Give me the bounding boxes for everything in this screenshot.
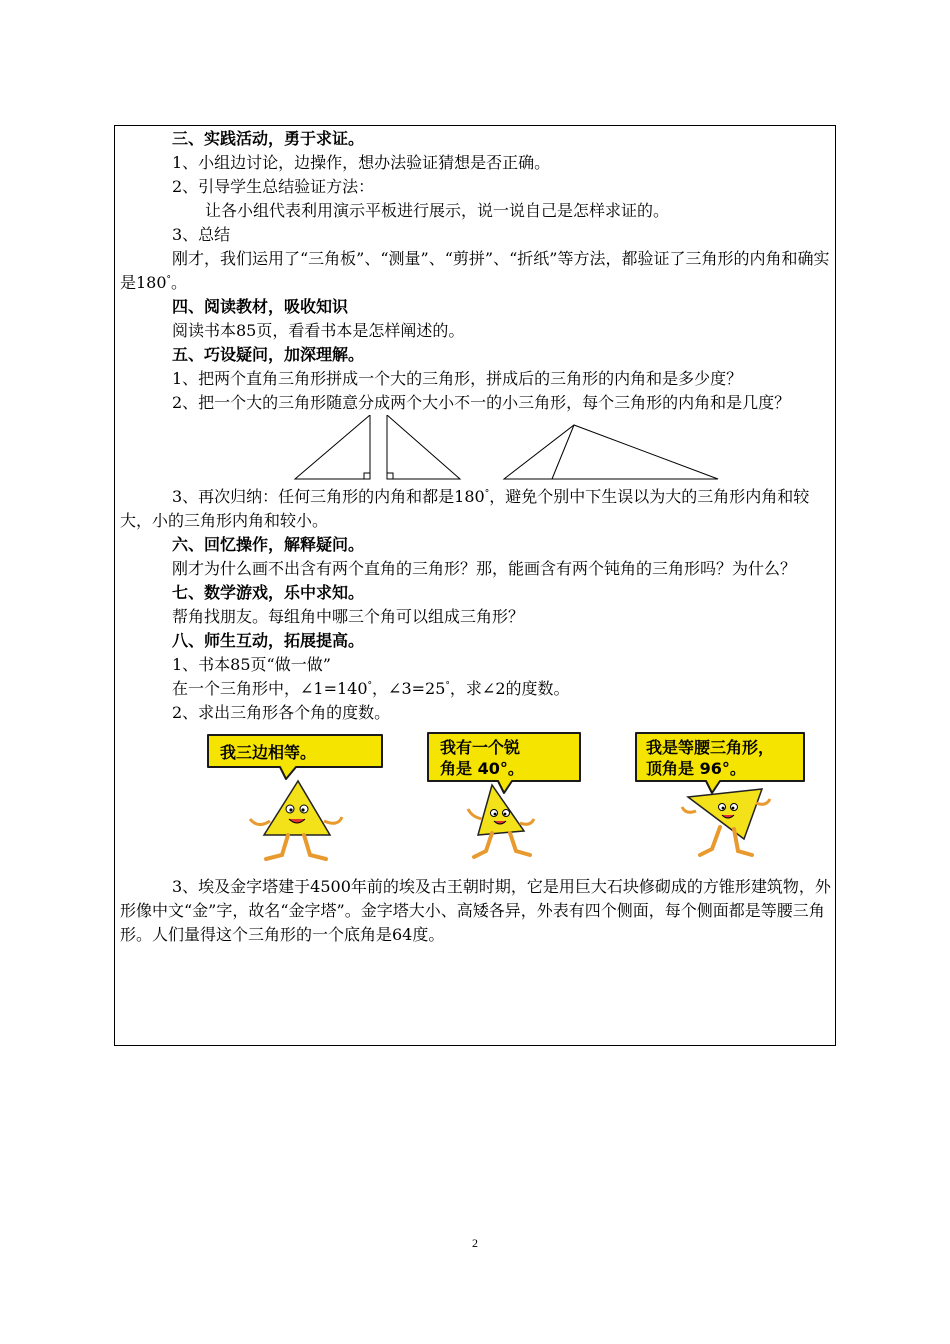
- triangle-character-3: [688, 789, 762, 839]
- section-3-item-1: 1、小组边讨论，边操作，想办法验证猜想是否正确。: [172, 153, 551, 172]
- problem-text-c: ，求∠2的度数。: [449, 679, 570, 698]
- problem-text-a: 在一个三角形中，∠1=140: [172, 679, 368, 698]
- section-3-heading: 三、实践活动，勇于求证。: [172, 129, 365, 148]
- bubble-text-2a: 我有一个锐: [440, 738, 521, 757]
- triangle-character-2: [478, 785, 524, 835]
- bubble-text-3a: 我是等腰三角形，: [646, 738, 775, 757]
- degree-sign: °: [445, 681, 450, 691]
- degree-sign: °: [367, 681, 373, 691]
- section-5-heading: 五、巧设疑问，加深理解。: [172, 345, 365, 364]
- section-3-summary: [120, 247, 832, 295]
- bubble-text-1: 我三边相等。: [220, 743, 317, 762]
- section-5-question-1: 1、把两个直角三角形拼成一个大的三角形，拼成后的三角形的内角和是多少度？: [172, 369, 743, 388]
- large-triangle: [504, 425, 718, 479]
- page-number: 2: [472, 1236, 478, 1250]
- problem-text-b: ，∠3=25: [372, 679, 446, 698]
- triangle-figures: [120, 415, 832, 485]
- right-angle-mark-right: [387, 473, 393, 479]
- section-5-question-2: 2、把一个大的三角形随意分成两个大小不一的小三角形，每个三角形的内角和是几度？: [172, 393, 791, 412]
- card-equilateral: [200, 731, 390, 869]
- section-6-text: 刚才为什么画不出含有两个直角的三角形？那，能画含有两个钝角的三角形吗？为什么？: [172, 559, 797, 578]
- degree-sign: °: [166, 275, 172, 285]
- q3-text-b: ，避免个别中下生误以为大的三角形内角和较大，小的三角形内角和较小。: [120, 487, 810, 530]
- right-triangle-left: [295, 415, 370, 479]
- section-3-item-2-sub: 让各小组代表利用演示平板进行展示，说一说自己是怎样求证的。: [205, 201, 670, 220]
- section-3-item-2: 2、引导学生总结验证方法：: [172, 177, 375, 196]
- section-6-heading: 六、回忆操作，解释疑问。: [172, 535, 365, 554]
- triangle-character-1: [264, 781, 330, 835]
- section-3-item-3: 3、总结: [172, 225, 231, 244]
- section-4-text: 阅读书本85页，看看书本是怎样阐述的。: [172, 321, 465, 340]
- section-4-heading: 四、阅读教材，吸收知识: [172, 297, 349, 316]
- section-8-heading: 八、师生互动，拓展提高。: [172, 631, 365, 650]
- bubble-text-2b: 角是 40°。: [440, 759, 524, 778]
- degree-sign: °: [484, 489, 490, 499]
- section-7-heading: 七、数学游戏，乐中求知。: [172, 583, 365, 602]
- q3-text-a: 3、再次归纳：任何三角形的内角和都是180: [172, 487, 485, 506]
- lesson-content: [120, 127, 832, 947]
- bubble-text-3b: 顶角是 96°。: [646, 759, 746, 778]
- section-8-item-1-problem: [120, 677, 832, 701]
- card-isosceles: [632, 731, 822, 869]
- card-acute-angle: [420, 731, 610, 869]
- triangle-character-cards: [120, 731, 832, 871]
- section-7-text: 帮角找朋友。每组角中哪三个角可以组成三角形？: [172, 607, 525, 626]
- section-8-item-3: 3、埃及金字塔建于4500年前的埃及古王朝时期，它是用巨大石块修砌成的方锥形建筑物，外形像中文“金”字，故名“金字塔”。金字塔大小、高矮各异，外表有四个侧面，每个侧面都是等腰三角形。人们量得这个三角形的一个底角是64度。: [120, 877, 831, 944]
- section-8-item-1: 1、书本85页“做一做”: [172, 655, 331, 674]
- right-angle-mark-left: [364, 473, 370, 479]
- summary-text: 刚才，我们运用了“三角板”、“测量”、“剪拼”、“折纸”等方法，都验证了三角形的内角和确实是180: [120, 249, 830, 292]
- summary-end: 。: [171, 273, 188, 292]
- section-5-question-3: [120, 485, 832, 533]
- triangle-diagram: [120, 415, 832, 485]
- section-8-item-2: 2、求出三角形各个角的度数。: [172, 703, 391, 722]
- right-triangle-right: [387, 415, 460, 479]
